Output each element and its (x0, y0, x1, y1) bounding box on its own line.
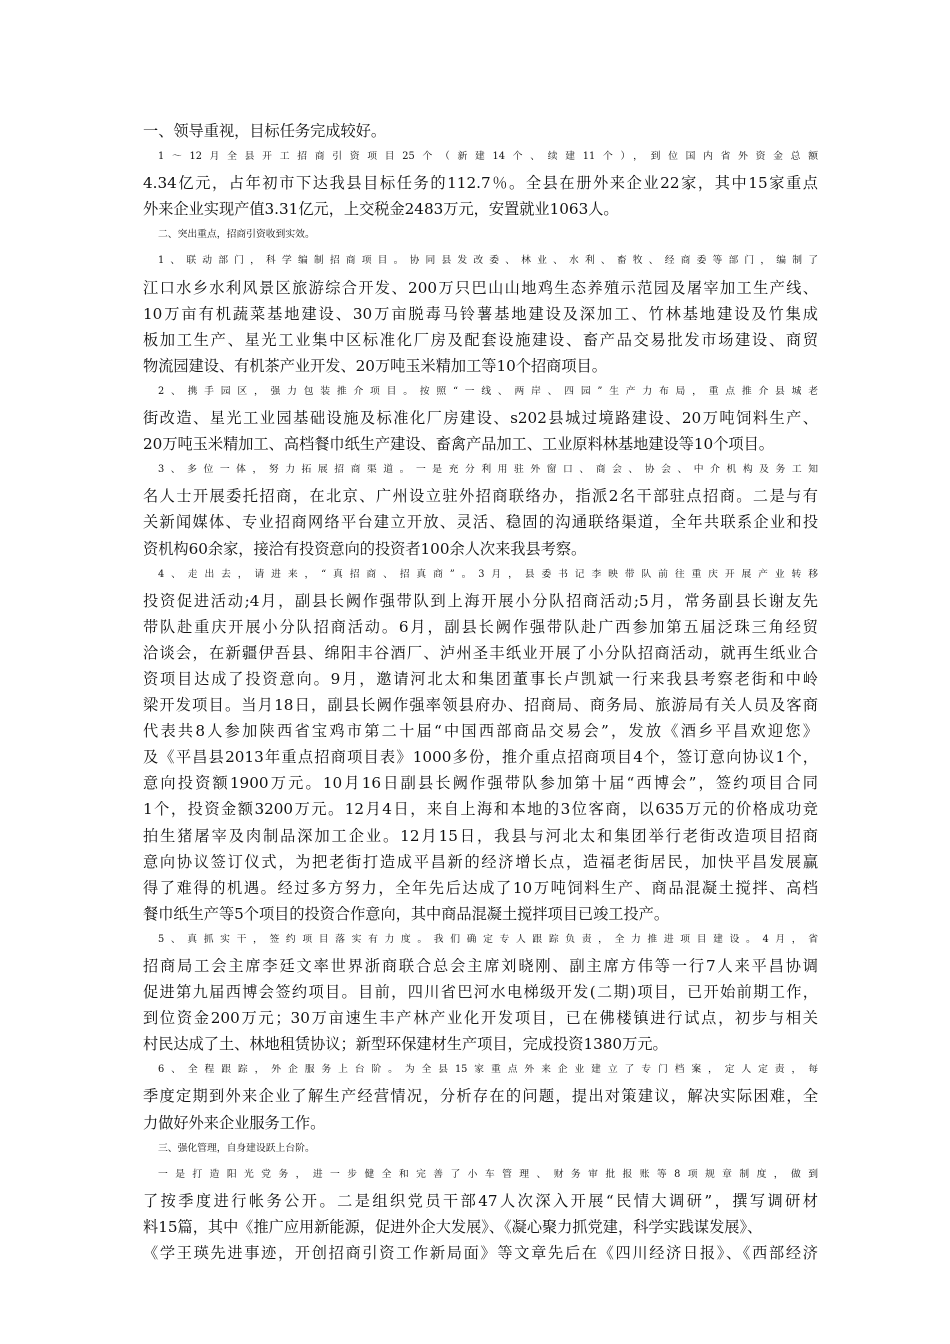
text-line: 力做好外来企业服务工作。 (143, 1113, 326, 1132)
text-line: 《学王瑛先进事迹，开创招商引资工作新局面》等文章先后在《四川经济日报》、《西部经济 (143, 1244, 818, 1263)
text-line: 促进第九届西博会签约项目。目前，四川省巴河水电梯级开发(二期)项目，已开始前期工作， (143, 983, 818, 1002)
text-line: 物流园建设、有机茶产业开发、20万吨玉米精加工等10个招商项目。 (143, 356, 607, 375)
text-line: 一是打造阳光党务，进一步健全和完善了小车管理、财务审批报账等8项规章制度，做到 (158, 1168, 818, 1180)
text-line: 板加工生产、星光工业集中区标准化厂房及配套设施建设、畜产品交易批发市场建设、商贸 (143, 330, 818, 349)
text-line: 到位资金200万元；30万亩速生丰产林产业化开发项目，已在佛楼镇进行试点，初步与相关 (143, 1009, 818, 1028)
text-line: 关新闻媒体、专业招商网络平台建立开放、灵活、稳固的沟通联络渠道，全年共联系企业和投 (143, 513, 818, 532)
text-line: 名人士开展委托招商，在北京、广州设立驻外招商联络办，指派2名干部驻点招商。二是与有 (143, 487, 818, 506)
text-line: 街改造、星光工业园基础设施及标准化厂房建设、s202县城过境路建设、20万吨饲料生产、 (143, 409, 818, 428)
text-line: 季度定期到外来企业了解生产经营情况，分析存在的问题，提出对策建议，解决实际困难，全 (143, 1087, 818, 1106)
text-line: 得了难得的机遇。经过多方努力，全年先后达成了10万吨饲料生产、商品混凝土搅拌、高档 (143, 878, 818, 897)
text-line: 二、突出重点，招商引资收到实效。 (158, 229, 315, 241)
text-line: 外来企业实现产值3.31亿元，上交税金2483万元，安置就业1063人。 (143, 200, 619, 219)
text-line: 投资促进活动;4月，副县长阙作强带队到上海开展小分队招商活动;5月，常务副县长谢友先 (143, 591, 818, 610)
text-line: 1、联动部门，科学编制招商项目。协同县发改委、林业、水利、畜牧、经商委等部门，编制了 (158, 255, 818, 267)
text-line: 餐巾纸生产等5个项目的投资合作意向，其中商品混凝土搅拌项目已竣工投产。 (143, 904, 670, 923)
text-line: 村民达成了土、林地租赁协议；新型环保建材生产项目，完成投资1380万元。 (143, 1035, 668, 1054)
text-line: 招商局工会主席李廷文率世界浙商联合总会主席刘晓刚、副主席方伟等一行7人来平昌协调 (143, 957, 818, 975)
document-body (143, 118, 818, 1266)
text-line: 代表共8人参加陕西省宝鸡市第二十届“中国西部商品交易会”，发放《酒乡平昌欢迎您》 (143, 722, 818, 741)
text-line: 三、强化管理，自身建设跃上台阶。 (158, 1142, 315, 1154)
text-line: 意向协议签订仪式，为把老街打造成平昌新的经济增长点，造福老街居民，加快平昌发展赢 (143, 852, 818, 871)
text-line: 料15篇，其中《推广应用新能源，促进外企大发展》、《凝心聚力抓党建，科学实践谋发展》、 (143, 1217, 763, 1236)
text-line: 拍生猪屠宰及肉制品深加工企业。12月15日，我县与河北太和集团举行老街改造项目招商 (143, 826, 818, 845)
text-line: 梁开发项目。当月18日，副县长阙作强率领县府办、招商局、商务局、旅游局有关人员及客商 (143, 696, 818, 715)
text-line: 20万吨玉米精加工、高档餐巾纸生产建设、畜禽产品加工、工业原料林基地建设等10个项目。 (143, 435, 774, 454)
text-line: 及《平昌县2013年重点招商项目表》1000多份，推介重点招商项目4个，签订意向协议1个， (143, 748, 818, 767)
text-line: 洽谈会，在新疆伊吾县、绵阳丰谷酒厂、泸州圣丰纸业开展了小分队招商活动，就再生纸业合 (143, 643, 818, 662)
text-line: 2、携手园区，强力包装推介项目。按照“一线、两岸、四园”生产力布局，重点推介县城老 (158, 385, 818, 397)
text-line: 资机构60余家，接洽有投资意向的投资者100余人次来我县考察。 (143, 539, 587, 558)
text-line: 1个，投资金额3200万元。12月4日，来自上海和本地的3位客商，以635万元的价格成功竞 (143, 800, 818, 819)
text-line: 3、多位一体，努力拓展招商渠道。一是充分利用驻外窗口、商会、协会、中介机构及务工知 (158, 464, 818, 476)
text-line: 带队赴重庆开展小分队招商活动。6月，副县长阙作强带队赴广西参加第五届泛珠三角经贸 (143, 617, 818, 636)
text-line: 6、全程跟踪，外企服务上台阶。为全县15家重点外来企业建立了专门档案，定人定责，每 (158, 1064, 818, 1076)
text-line: 了按季度进行帐务公开。二是组织党员干部47人次深入开展“民情大调研”，撰写调研材 (143, 1191, 818, 1210)
text-line: 意向投资额1900万元。10月16日副县长阙作强带队参加第十届“西博会”，签约项目合同 (143, 774, 818, 793)
text-line: 江口水乡水利风景区旅游综合开发、200万只巴山山地鸡生态养殖示范园及屠宰加工生产线、 (143, 278, 818, 297)
text-line: 4、走出去，请进来，“真招商、招真商”。3月，县委书记李映带队前往重庆开展产业转移 (158, 568, 818, 580)
text-line: 5、真抓实干，签约项目落实有力度。我们确定专人跟踪负责，全力推进项目建设。4月，省 (158, 933, 818, 945)
text-line: 1～12月全县开工招商引资项目25个（新建14个、续建11个），到位国内省外资金总额 (158, 151, 818, 163)
text-line: 10万亩有机蔬菜基地建设、30万亩脱毒马铃薯基地建设及深加工、竹林基地建设及竹集成 (143, 304, 818, 323)
text-line: 一、领导重视，目标任务完成较好。 (143, 122, 386, 140)
text-line: 资项目达成了投资意向。9月，邀请河北太和集团董事长卢凯斌一行来我县考察老街和中岭 (143, 669, 818, 688)
text-line: 4.34亿元，占年初市下达我县目标任务的112.7％。全县在册外来企业22家，其中15家重点 (143, 174, 818, 193)
